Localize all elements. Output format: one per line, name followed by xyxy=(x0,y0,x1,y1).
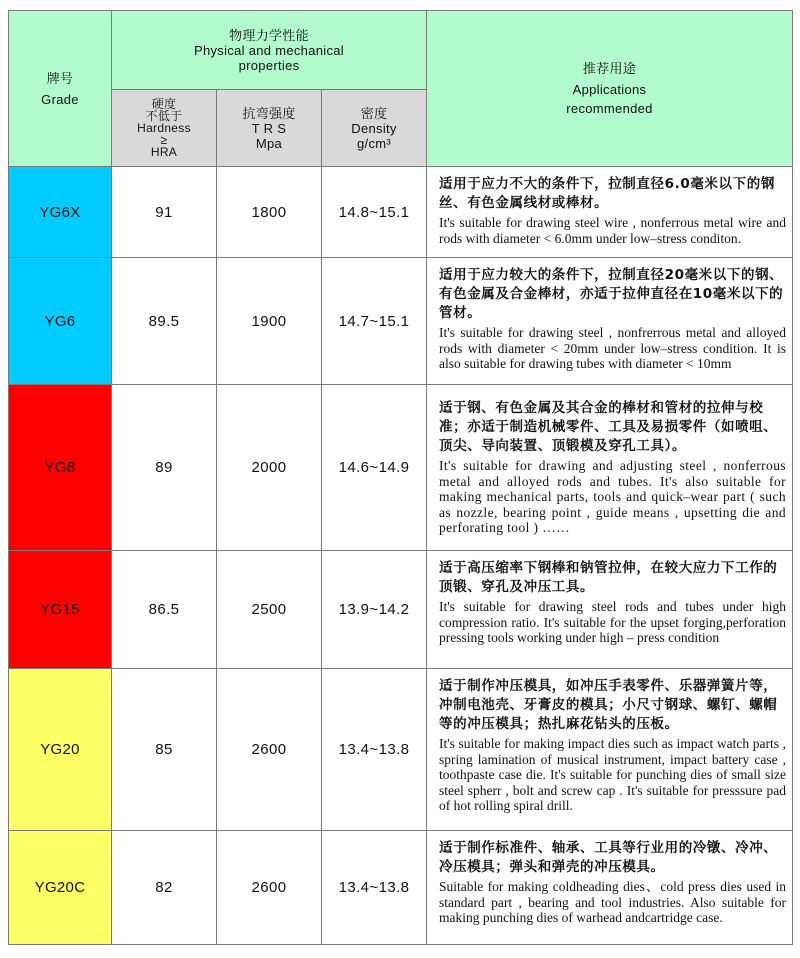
carbide-grade-spec-table xyxy=(8,10,793,945)
hardness-header-cn-2: 不低于 xyxy=(145,109,183,123)
application-en: It's suitable for drawing steel wire , nonferrous metal wire and rods with diameter < 6.0mm under low–stress conditon. xyxy=(439,215,786,246)
application-cn: 适于制作冲压模具，如冲压手表零件、乐器弹簧片等，冲制电池壳、牙膏皮的模具；小尺寸钢球、螺钉、螺帽等的冲压模具；热扎麻花钻头的压板。 xyxy=(439,678,778,732)
application-cell xyxy=(427,258,793,385)
density-header-unit: g/cm³ xyxy=(357,135,391,151)
properties-header-en-2: properties xyxy=(238,57,300,73)
density-cell: 13.9~14.2 xyxy=(322,551,427,669)
trs-header xyxy=(217,90,322,167)
trs-header-cn: 抗弯强度 xyxy=(242,105,296,121)
trs-cell: 2000 xyxy=(217,385,322,551)
applications-header-en-1: Applications xyxy=(572,82,647,97)
properties-group-header xyxy=(112,11,427,90)
application-cn: 适于钢、有色金属及其合金的棒材和管材的拉伸与校准；亦适于制造机械零件、工具及易损零件（如喷咀、顶尖、导向装置、顶锻模及穿孔工具）。 xyxy=(439,400,778,454)
hardness-header xyxy=(112,90,217,167)
grade-cell: YG20C xyxy=(9,831,112,945)
application-cn: 适用于应力较大的条件下，拉制直径20毫米以下的钢、有色金属及合金棒材，亦适于拉伸直径在10毫米以下的管材。 xyxy=(439,267,784,321)
properties-header-en-1: Physical and mechanical xyxy=(194,42,344,58)
table-row xyxy=(9,258,793,385)
density-cell: 14.8~15.1 xyxy=(322,167,427,258)
trs-header-en: T R S xyxy=(251,120,287,136)
density-header-cn: 密度 xyxy=(360,105,388,121)
hardness-header-symbol: ≥ xyxy=(160,133,168,147)
applications-header xyxy=(427,11,793,167)
hardness-cell: 82 xyxy=(112,831,217,945)
density-cell: 13.4~13.8 xyxy=(322,831,427,945)
hardness-cell: 91 xyxy=(112,167,217,258)
hardness-header-en: Hardness xyxy=(137,121,191,135)
density-header xyxy=(322,90,427,167)
density-header-en: Density xyxy=(351,120,397,136)
grade-header-en: Grade xyxy=(41,91,79,107)
density-cell: 14.7~15.1 xyxy=(322,258,427,385)
table-row xyxy=(9,669,793,831)
density-cell: 13.4~13.8 xyxy=(322,669,427,831)
application-cn: 适用于应力不大的条件下，拉制直径6.0毫米以下的钢丝、有色金属线材或棒材。 xyxy=(439,176,775,211)
application-en: It's suitable for drawing and adjusting steel , nonferrous metal and alloyed rods and tubes. It's also suitable for making mechanical parts, tools and quick–wear part ( such as nozzle, bearing point , guide means , upsetting die and perforating tool ) …… xyxy=(439,458,786,535)
application-cell xyxy=(427,831,793,945)
application-en: It's suitable for drawing steel , nonfrerrous metal and alloyed rods with diameter < 20mm under low–stress condition. It is also suitable for drawing tubes with diameter < 10mm xyxy=(439,325,786,371)
application-cell xyxy=(427,551,793,669)
trs-cell: 1800 xyxy=(217,167,322,258)
hardness-cell: 86.5 xyxy=(112,551,217,669)
hardness-cell: 89.5 xyxy=(112,258,217,385)
trs-cell: 2600 xyxy=(217,831,322,945)
application-cell xyxy=(427,167,793,258)
applications-header-en-2: recommended xyxy=(566,101,653,116)
density-cell: 14.6~14.9 xyxy=(322,385,427,551)
hardness-header-unit: HRA xyxy=(150,145,178,159)
hardness-cell: 89 xyxy=(112,385,217,551)
application-en: Suitable for making coldheading dies、cold press dies used in standard part , bearing and tool industries. Also suitable for making punching dies of warhead andcartridge case. xyxy=(439,879,786,925)
grade-cell: YG8 xyxy=(9,385,112,551)
table-row xyxy=(9,385,793,551)
trs-cell: 2600 xyxy=(217,669,322,831)
grade-cell: YG6 xyxy=(9,258,112,385)
application-en: It's suitable for drawing steel rods and tubes under high compression ratio. It's suitable for the upset forging,perforation pressing tools working under high – press condition xyxy=(439,599,786,645)
hardness-header-cn-1: 硬度 xyxy=(151,97,177,111)
table-row xyxy=(9,551,793,669)
applications-header-cn: 推荐用途 xyxy=(582,61,637,76)
trs-cell: 2500 xyxy=(217,551,322,669)
application-cell xyxy=(427,669,793,831)
application-cn: 适于高压缩率下钢棒和钠管拉伸，在较大应力下工作的顶锻、穿孔及冲压工具。 xyxy=(439,560,778,595)
application-cn: 适于制作标准件、轴承、工具等行业用的冷镦、冷冲、冷压模具；弹头和弹壳的冲压模具。 xyxy=(439,840,778,875)
grade-header xyxy=(9,11,112,167)
properties-header-cn: 物理力学性能 xyxy=(229,27,309,43)
grade-header-cn: 牌号 xyxy=(46,70,74,86)
table-row xyxy=(9,167,793,258)
hardness-cell: 85 xyxy=(112,669,217,831)
table-row xyxy=(9,831,793,945)
application-en: It's suitable for making impact dies such as impact watch parts , spring lamination of musical instrument, impact battery case , toothpaste case die. It's suitable for punching dies of small size steel spherr , bolt and screw cap . It's suitable for presssure pad of hot rolling spiral drill. xyxy=(439,736,786,813)
application-cell xyxy=(427,385,793,551)
trs-cell: 1900 xyxy=(217,258,322,385)
grade-cell: YG15 xyxy=(9,551,112,669)
grade-cell: YG6X xyxy=(9,167,112,258)
trs-header-unit: Mpa xyxy=(255,135,283,151)
grade-cell: YG20 xyxy=(9,669,112,831)
